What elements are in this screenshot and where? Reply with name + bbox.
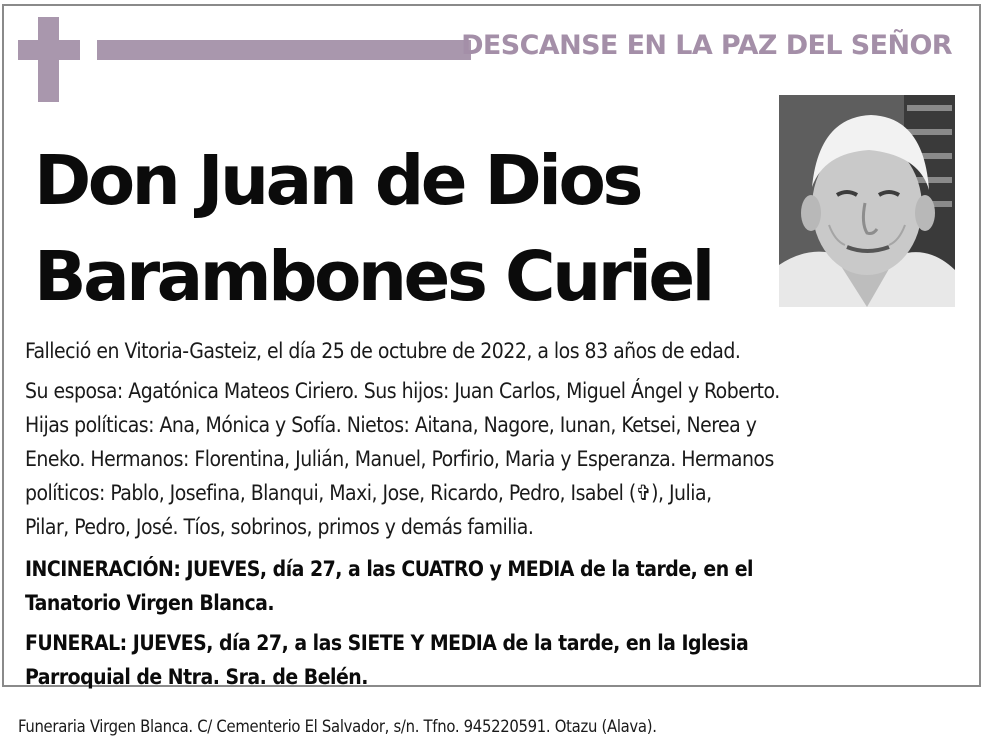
name-line-1: Don Juan de Dios xyxy=(34,141,640,221)
deceased-name xyxy=(34,133,712,325)
death-statement: Falleció en Vitoria-Gasteiz, el día 25 de octubre de 2022, a los 83 años de edad. xyxy=(25,339,741,363)
family-list: Su esposa: Agatónica Mateos Ciriero. Sus hijos: Juan Carlos, Miguel Ángel y Roberto. Hijas políticas: Ana, Mónica y Sofía. Nietos: Aitana, Nagore, Iunan, Ketsei, Nerea y Eneko. Hermanos: Florentina, Julián, Manuel, Porfirio, Maria y Esperanza. Hermanos políticos: Pablo, Josefina, Blanqui, Maxi, Jose, Ricardo, Pedro, Isabel (✞), Julia, Pilar, Pedro, José. Tíos, sobrinos, primos y demás familia. xyxy=(25,379,780,539)
cremation-notice: INCINERACIÓN: JUEVES, día 27, a las CUATRO y MEDIA de la tarde, en el Tanatorio Virgen Blanca. xyxy=(25,557,754,615)
name-line-2: Barambones Curiel xyxy=(34,237,712,317)
portrait-photo xyxy=(779,95,955,307)
header-title: DESCANSE EN LA PAZ DEL SEÑOR xyxy=(461,30,952,61)
funeral-notice: FUNERAL: JUEVES, día 27, a las SIETE Y MEDIA de la tarde, en la Iglesia Parroquial de Ntra. Sra. de Belén. xyxy=(25,631,749,689)
cross-icon-arm xyxy=(18,40,80,60)
header-rule xyxy=(97,40,471,60)
funeral-home-info: Funeraria Virgen Blanca. C/ Cementerio El Salvador, s/n. Tfno. 945220591. Otazu (Alava). xyxy=(18,717,657,736)
obituary-body xyxy=(25,334,965,700)
